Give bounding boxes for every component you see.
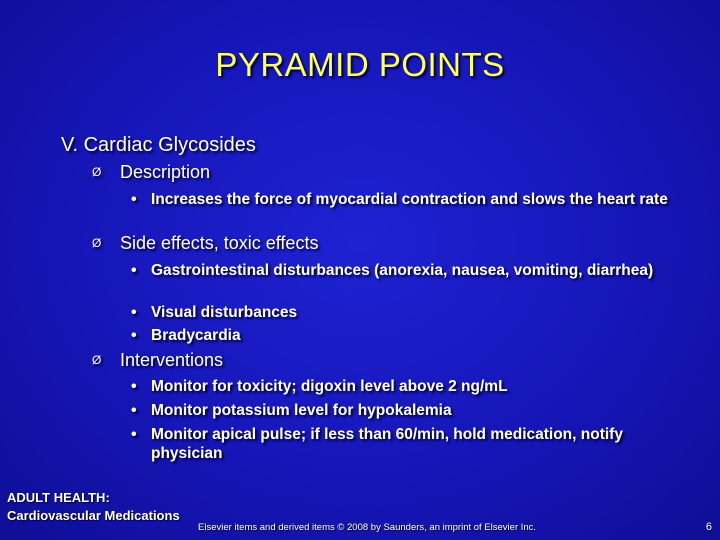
list-item [131, 425, 671, 463]
slide-title: PYRAMID POINTS [215, 46, 505, 83]
bullet-icon: • [131, 402, 137, 419]
bullet-icon: • [131, 426, 137, 443]
copyright-notice: Elsevier items and derived items © 2008 by Saunders, an imprint of Elsevier Inc. [198, 522, 537, 533]
list-item-text: Monitor apical pulse; if less than 60/min, hold medication, notify physician [151, 426, 623, 462]
arrow-bullet-icon: Ø [92, 353, 102, 367]
list-item [131, 326, 671, 345]
section-label: Description [120, 162, 211, 182]
list-item [131, 303, 671, 322]
page-number: 6 [705, 521, 712, 533]
footer-section-line2: Cardiovascular Medications [7, 508, 180, 523]
section-label: Interventions [120, 350, 224, 370]
section-description [92, 162, 210, 183]
footer-section-label [7, 489, 180, 525]
list-item-text: Gastrointestinal disturbances (anorexia, nausea, vomiting, diarrhea) [151, 262, 654, 279]
bullet-icon: • [131, 304, 137, 321]
section-label: Side effects, toxic effects [120, 233, 319, 253]
bullet-icon: • [131, 262, 137, 279]
bullet-icon: • [131, 327, 137, 344]
section-side-effects [92, 233, 318, 254]
slide-heading: V. Cardiac Glycosides [61, 134, 256, 156]
list-item-text: Bradycardia [151, 327, 241, 344]
list-item-text: Visual disturbances [151, 304, 298, 321]
list-item-text: Monitor potassium level for hypokalemia [151, 402, 452, 419]
arrow-bullet-icon: Ø [92, 236, 102, 250]
arrow-bullet-icon: Ø [92, 165, 102, 179]
bullet-icon: • [131, 191, 137, 208]
list-item [131, 261, 671, 280]
section-interventions [92, 350, 223, 371]
list-item-text: Increases the force of myocardial contraction and slows the heart rate [151, 191, 668, 208]
footer-section-line1: ADULT HEALTH: [7, 490, 110, 505]
list-item [131, 190, 671, 209]
list-item [131, 377, 671, 396]
bullet-icon: • [131, 378, 137, 395]
list-item [131, 401, 671, 420]
list-item-text: Monitor for toxicity; digoxin level above 2 ng/mL [151, 378, 508, 395]
